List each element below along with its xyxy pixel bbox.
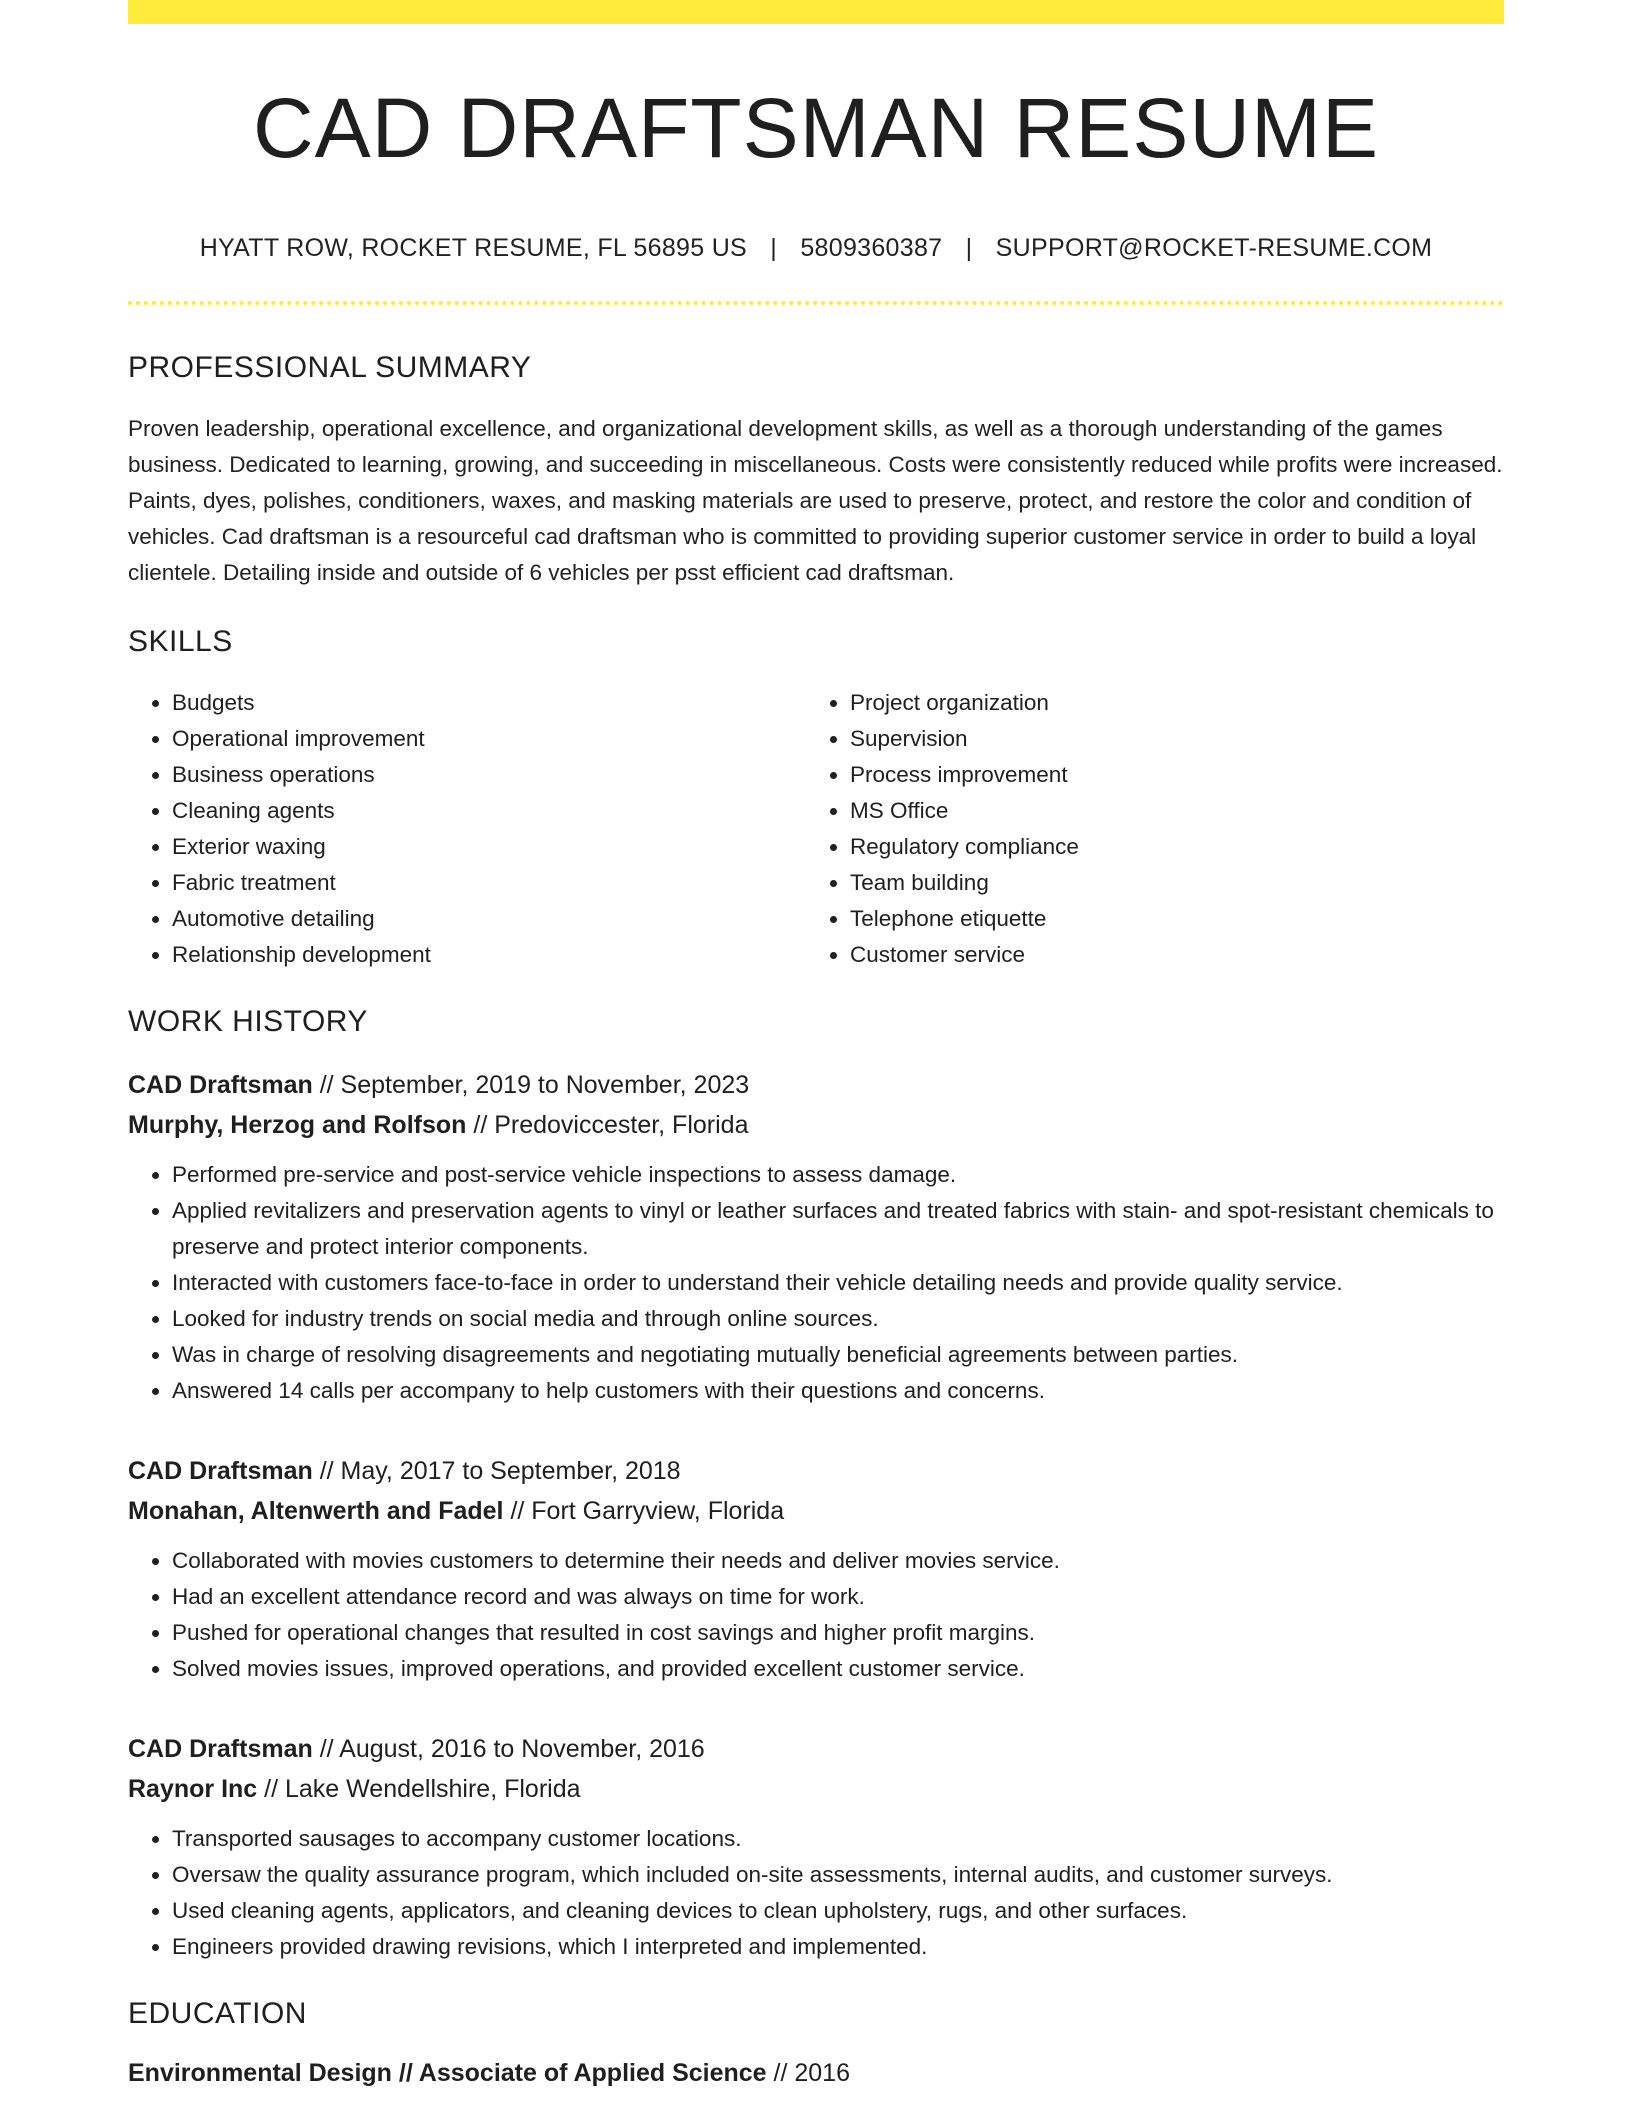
job-location: // Predoviccester, Florida [466, 1111, 749, 1140]
skill-item: • Business operations [172, 757, 806, 793]
job-location: // Fort Garryview, Florida [503, 1497, 785, 1526]
skill-item: • Fabric treatment [172, 865, 806, 901]
job-role: CAD Draftsman [128, 1457, 313, 1486]
job-role: CAD Draftsman [128, 1735, 313, 1764]
job-bullet: • Engineers provided drawing revisions, which I interpreted and implemented. [172, 1929, 1504, 1965]
skills-columns [128, 685, 1504, 973]
work-history-heading: WORK HISTORY [128, 1005, 368, 1039]
job-entry [128, 1065, 1504, 1409]
job-dates: // May, 2017 to September, 2018 [312, 1457, 681, 1486]
education-degree: Environmental Design // Associate of Applied Science [128, 2059, 767, 2088]
job-dates: // September, 2019 to November, 2023 [312, 1071, 750, 1100]
job-role-line [128, 1729, 1504, 1769]
job-bullet: • Used cleaning agents, applicators, and cleaning devices to clean upholstery, rugs, and other surfaces. [172, 1893, 1504, 1929]
education-year: // 2016 [766, 2059, 850, 2088]
job-company-line [128, 1769, 1504, 1809]
job-bullet: • Solved movies issues, improved operations, and provided excellent customer service. [172, 1651, 1504, 1687]
job-bullet: • Transported sausages to accompany customer locations. [172, 1821, 1504, 1857]
work-history-list [128, 1065, 1504, 1965]
job-company: Raynor Inc [128, 1775, 258, 1804]
job-bullet: • Looked for industry trends on social media and through online sources. [172, 1301, 1504, 1337]
skill-item: • Supervision [850, 721, 1484, 757]
skill-item: • Automotive detailing [172, 901, 806, 937]
summary-heading: PROFESSIONAL SUMMARY [128, 351, 532, 385]
job-dates: // August, 2016 to November, 2016 [312, 1735, 705, 1764]
job-role: CAD Draftsman [128, 1071, 313, 1100]
accent-top-bar [128, 0, 1504, 24]
job-entry [128, 1729, 1504, 1965]
job-bullets [128, 1157, 1504, 1409]
contact-phone: 5809360387 [800, 234, 943, 263]
contact-line [128, 234, 1504, 263]
education-heading: EDUCATION [128, 1997, 307, 2031]
job-company-line [128, 1105, 1504, 1145]
job-company: Monahan, Altenwerth and Fadel [128, 1497, 504, 1526]
skill-item: • MS Office [850, 793, 1484, 829]
job-bullet: • Had an excellent attendance record and was always on time for work. [172, 1579, 1504, 1615]
job-bullets [128, 1821, 1504, 1965]
skill-item: • Regulatory compliance [850, 829, 1484, 865]
job-bullets [128, 1543, 1504, 1687]
skill-item: • Team building [850, 865, 1484, 901]
job-bullet: • Collaborated with movies customers to determine their needs and deliver movies service. [172, 1543, 1504, 1579]
skill-item: • Project organization [850, 685, 1484, 721]
skill-item: • Budgets [172, 685, 806, 721]
job-role-line [128, 1065, 1504, 1105]
skills-heading: SKILLS [128, 625, 233, 659]
job-bullet: • Pushed for operational changes that resulted in cost savings and higher profit margins. [172, 1615, 1504, 1651]
job-bullet: • Applied revitalizers and preservation agents to vinyl or leather surfaces and treated fabrics with stain- and spot-resistant chemicals to preserve and protect interior components. [172, 1193, 1504, 1265]
job-entry [128, 1451, 1504, 1687]
contact-email: SUPPORT@ROCKET-RESUME.COM [995, 234, 1433, 263]
job-role-line [128, 1451, 1504, 1491]
skill-item: • Exterior waxing [172, 829, 806, 865]
skills-list-left [128, 685, 806, 973]
skill-item: • Cleaning agents [172, 793, 806, 829]
job-company-line [128, 1491, 1504, 1531]
job-bullet: • Performed pre-service and post-service vehicle inspections to assess damage. [172, 1157, 1504, 1193]
skill-item: • Process improvement [850, 757, 1484, 793]
job-location: // Lake Wendellshire, Florida [257, 1775, 581, 1804]
job-company: Murphy, Herzog and Rolfson [128, 1111, 467, 1140]
resume-page [128, 0, 1504, 2093]
job-bullet: • Interacted with customers face-to-face in order to understand their vehicle detailing needs and provide quality service. [172, 1265, 1504, 1301]
skills-list-right [806, 685, 1484, 973]
contact-address: HYATT ROW, ROCKET RESUME, FL 56895 US [199, 234, 748, 263]
skill-item: • Operational improvement [172, 721, 806, 757]
contact-separator: | [965, 234, 973, 263]
contact-separator: | [770, 234, 778, 263]
job-bullet: • Answered 14 calls per accompany to help customers with their questions and concerns. [172, 1373, 1504, 1409]
skill-item: • Customer service [850, 937, 1484, 973]
resume-title: CAD DRAFTSMAN RESUME [252, 81, 1380, 175]
dotted-divider [128, 301, 1504, 305]
job-bullet: • Oversaw the quality assurance program, which included on-site assessments, internal audits, and customer surveys. [172, 1857, 1504, 1893]
skill-item: • Relationship development [172, 937, 806, 973]
job-bullet: • Was in charge of resolving disagreements and negotiating mutually beneficial agreements between parties. [172, 1337, 1504, 1373]
summary-text: Proven leadership, operational excellence, and organizational development skills, as well as a thorough understanding of the games business. Dedicated to learning, growing, and succeeding in miscellaneous. Costs were consistently reduced while profits were increased. Paints, dyes, polishes, conditioners, waxes, and masking materials are used to preserve, protect, and restore the color and condition of vehicles. Cad draftsman is a resourceful cad draftsman who is committed to providing superior customer service in order to build a loyal clientele. Detailing inside and outside of 6 vehicles per psst efficient cad draftsman. [128, 416, 1503, 586]
skill-item: • Telephone etiquette [850, 901, 1484, 937]
education-entry [128, 2053, 1504, 2093]
